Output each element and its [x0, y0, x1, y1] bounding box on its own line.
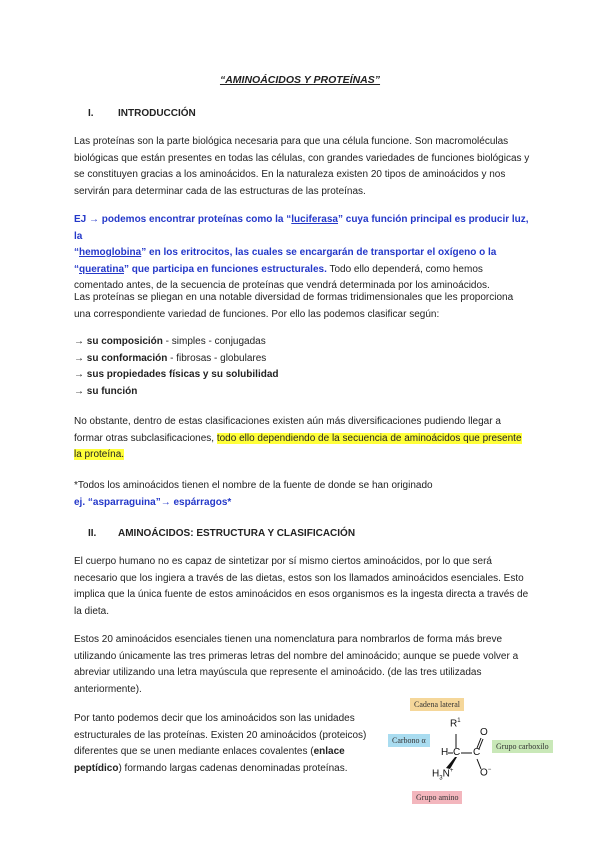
- section-heading-aminoacidos: [88, 528, 355, 539]
- alpha-carbon-label: Carbono α: [388, 734, 430, 747]
- text-line: necesario que los ingiera a través de las dietas, estos son los llamados aminoácidos esenciales. Esto: [74, 572, 524, 584]
- text-line: utilizando únicamente las tres primeras letras del nombre del aminoácido; aunque se puede volver a: [74, 650, 519, 662]
- text-line: [74, 447, 530, 464]
- side-chain-label: Cadena lateral: [410, 698, 464, 711]
- text-line: No obstante, dentro de estas clasificaciones existen aún más diversificaciones pudiendo llegar a: [74, 416, 501, 427]
- text-line: abreviar utilizando una letra mayúscula que represente el aminoácido. (de las tres utilizadas: [74, 667, 482, 678]
- plain-text: diferentes que se unen mediante enlaces covalentes (: [74, 746, 314, 757]
- amine-group: $H_3N^+$: [432, 768, 454, 782]
- text-line: Por tanto podemos decir que los aminoácidos son las unidades: [74, 713, 355, 724]
- essential-aminoacids-paragraph: [74, 554, 530, 620]
- list-item: [74, 384, 530, 401]
- protein-term: hemoglobina: [79, 247, 142, 258]
- carboxyl-group-label: Grupo carboxilo: [492, 740, 553, 753]
- example-text: “: [74, 263, 79, 275]
- list-item: [74, 334, 530, 351]
- example-text: ” que participa en funciones estructurales.: [124, 263, 327, 275]
- text-line: una correspondiente variedad de funciones. Por ello las podemos clasificar según:: [74, 308, 440, 320]
- subclassification-paragraph: [74, 414, 530, 464]
- protein-term: luciferasa: [291, 214, 338, 225]
- text-line: [74, 761, 374, 778]
- text-line: biológicas que están presentes en todas las células, con grandes variedades de funciones biológicas y: [74, 152, 530, 164]
- plain-text: formar otras subclasificaciones,: [74, 432, 217, 444]
- amino-group-label: Grupo amino: [412, 791, 462, 804]
- list-item-bold: → su conformación: [74, 352, 168, 364]
- footnote-example: ej. “asparraguina”→ espárragos*: [74, 497, 232, 508]
- section-number: II.: [88, 528, 97, 539]
- list-item: [74, 351, 530, 368]
- example-text: EJ → podemos encontrar proteínas como la “: [74, 214, 292, 225]
- text-line: se constituyen gracias a los aminoácidos. En la naturaleza existen 20 tipos de aminoácidos y nos: [74, 169, 506, 180]
- text-line: anteriormente).: [74, 683, 142, 695]
- text-line: Estos 20 aminoácidos esenciales tienen una nomenclatura para nombrarlos de forma más breve: [74, 634, 503, 645]
- highlighted-text: todo ello dependiendo de la secuencia de aminoácidos que presente: [216, 432, 522, 444]
- document-title: “AMINOÁCIDOS Y PROTEÍNAS”: [219, 74, 381, 86]
- text-line: servirán para determinar cada de las estructuras de las proteínas.: [74, 185, 366, 197]
- text-line: [74, 262, 530, 279]
- bold-term: enlace: [313, 746, 345, 757]
- plain-text: ) formando largas cadenas denominadas proteínas.: [118, 762, 348, 774]
- hydrogen-atom: H: [441, 747, 449, 758]
- text-line: comentado antes, de la secuencia de proteínas que vendrá determinada por los aminoácidos.: [74, 280, 490, 291]
- text-line: Las proteínas son la parte biológica necesaria para que una célula funcione. Son macromoléculas: [74, 136, 509, 147]
- plain-text: Todo ello dependerá, como hemos: [326, 263, 483, 275]
- structural-units-paragraph: [74, 711, 374, 777]
- classification-list: [74, 334, 530, 400]
- example-paragraph: [74, 212, 530, 295]
- section-heading-introduccion: [88, 108, 196, 119]
- highlighted-text: la proteína.: [74, 449, 125, 460]
- r-group: $R^1$: [450, 718, 461, 730]
- folding-paragraph: [74, 290, 530, 323]
- list-item: [74, 367, 530, 384]
- section-title: INTRODUCCIÓN: [118, 108, 196, 119]
- list-item-bold: → sus propiedades físicas y su solubilidad: [74, 369, 279, 380]
- section-title: AMINOÁCIDOS: ESTRUCTURA Y CLASIFICACIÓN: [118, 528, 356, 539]
- text-line: la dieta.: [74, 605, 110, 617]
- alpha-carbon-atom: C: [453, 747, 461, 758]
- example-text: ” en los eritrocitos, las cuales se encargarán de transportar el oxígeno o la: [141, 247, 497, 258]
- text-line: estructurales de las proteínas. Existen 20 aminoácidos (proteicos): [74, 729, 367, 741]
- text-line: [74, 212, 530, 245]
- example-text: “: [74, 247, 79, 258]
- aminoacid-structure-diagram: [388, 698, 549, 806]
- molecule-bonds: [388, 698, 538, 806]
- list-item-bold: → su función: [74, 385, 138, 397]
- hydroxyl-oxygen: O−: [480, 767, 492, 779]
- carbonyl-oxygen: O: [480, 727, 488, 738]
- text-line: Las proteínas se pliegan en una notable diversidad de formas tridimensionales que les proporciona: [74, 292, 514, 303]
- nomenclature-paragraph: [74, 632, 530, 698]
- footnote-line: *Todos los aminoácidos tienen el nombre de la fuente de donde se han originado: [74, 480, 433, 491]
- list-item-text: - fibrosas - globulares: [167, 352, 267, 364]
- protein-term: queratina: [79, 263, 125, 275]
- carboxyl-carbon-atom: C: [473, 747, 481, 758]
- example-text: ” cuya función principal es producir luz, la: [74, 214, 529, 242]
- text-line: [74, 245, 530, 262]
- text-line: El cuerpo humano no es capaz de sintetizar por sí mismo ciertos aminoácidos, por lo que será: [74, 556, 492, 567]
- intro-paragraph: [74, 134, 530, 200]
- list-item-bold: → su composición: [74, 336, 163, 347]
- bold-term: peptídico: [74, 762, 119, 774]
- text-line: [74, 431, 530, 448]
- text-line: implica que la única fuente de estos aminoácidos en esos organismos es la ingesta directa a través de: [74, 589, 529, 600]
- list-item-text: - simples - conjugadas: [162, 336, 266, 347]
- section-number: I.: [88, 108, 94, 119]
- text-line: [74, 744, 374, 761]
